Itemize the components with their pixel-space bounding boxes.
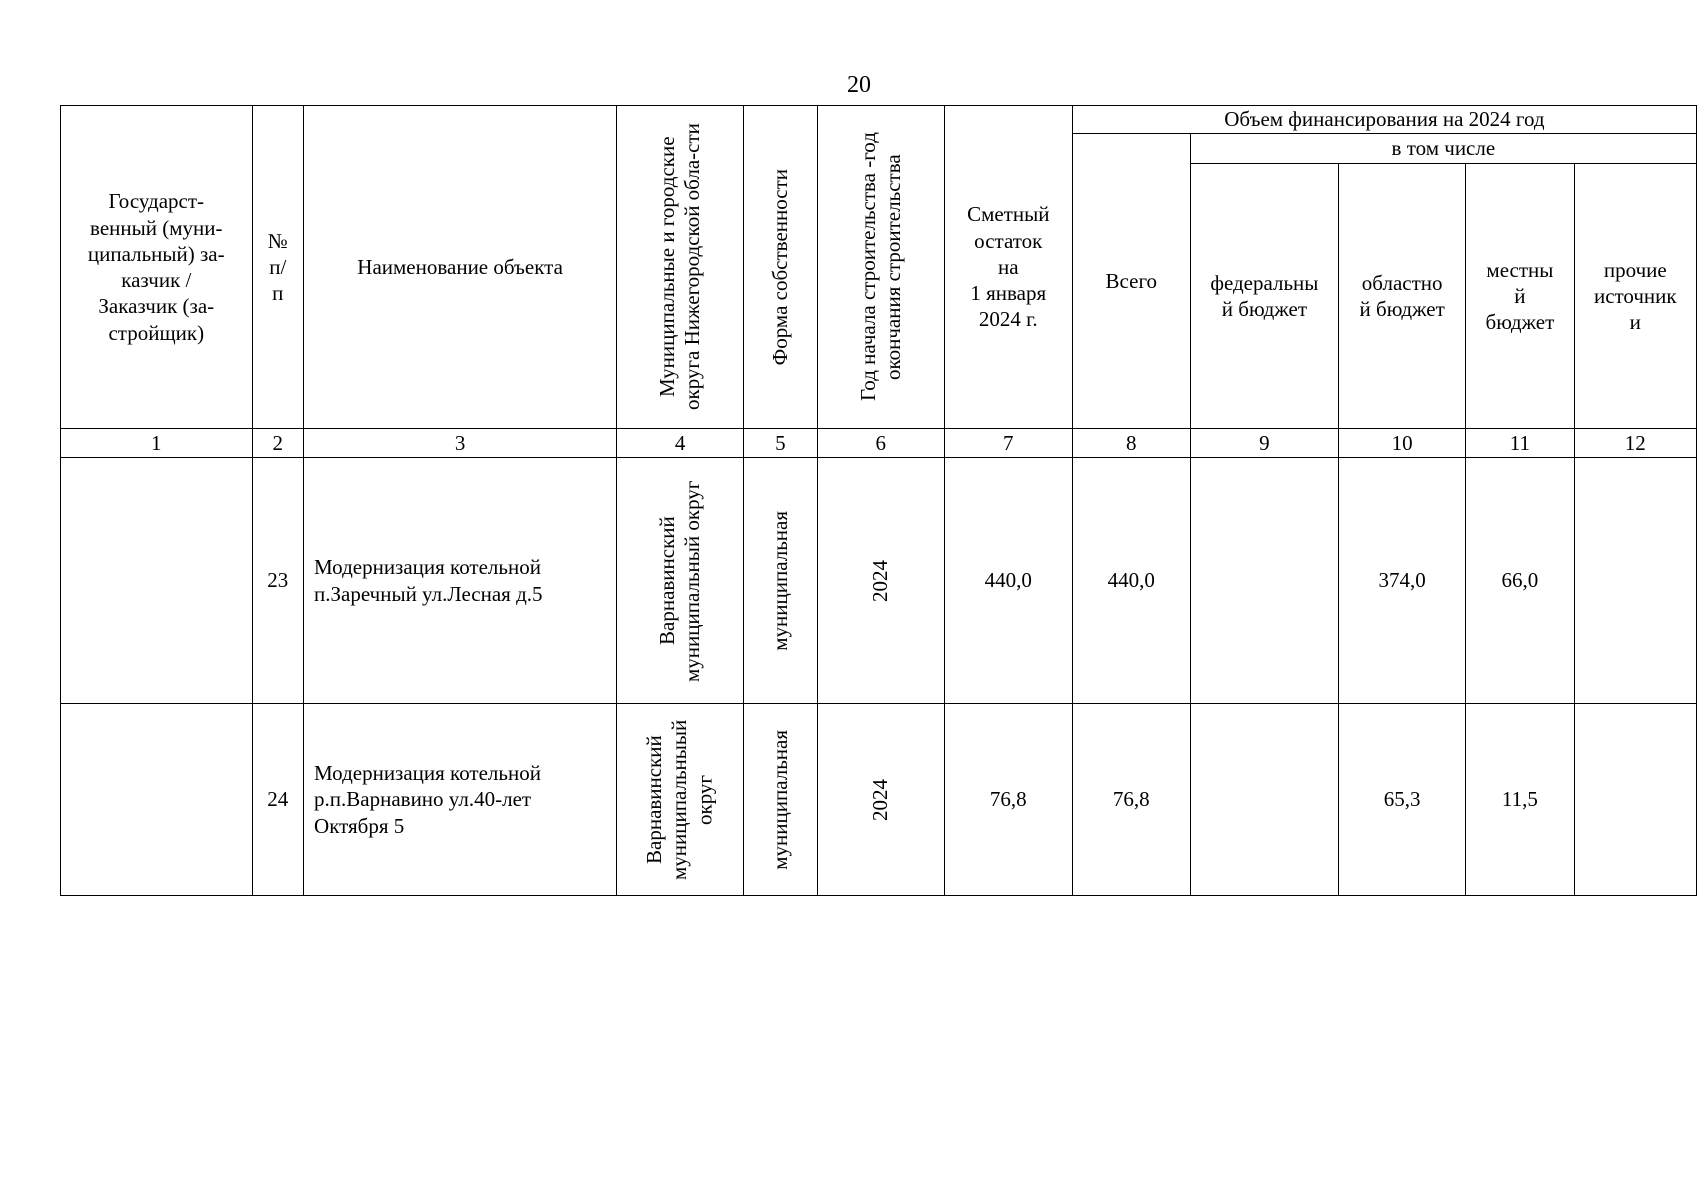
header-estimate: Сметный остаток на 1 января 2024 г. (944, 106, 1072, 429)
row-local: 11,5 (1466, 704, 1574, 896)
row-other (1574, 704, 1696, 896)
header-municipality: Муниципальные и городские округа Нижегородской обла-сти (617, 106, 744, 429)
column-number: 8 (1072, 429, 1190, 458)
column-number-row (61, 429, 1697, 458)
row-other (1574, 458, 1696, 704)
row-estimate: 440,0 (944, 458, 1072, 704)
header-num: № п/ п (252, 106, 303, 429)
column-number: 2 (252, 429, 303, 458)
row-municipality: Варнавинский муниципальный округ (617, 458, 744, 704)
column-number: 1 (61, 429, 253, 458)
row-num: 23 (252, 458, 303, 704)
header-including: в том числе (1190, 134, 1696, 164)
row-num: 24 (252, 704, 303, 896)
header-total: Всего (1072, 134, 1190, 429)
header-customer: Государст- венный (муни- ципальный) за- казчик / Заказчик (за- стройщик) (61, 106, 253, 429)
financing-table (60, 105, 1697, 896)
header-years: Год начала строительства -год окончания строительства (817, 106, 944, 429)
row-municipality: Варнавинский муниципальныый округ (617, 704, 744, 896)
header-regional: областно й бюджет (1339, 164, 1466, 429)
column-number: 9 (1190, 429, 1338, 458)
row-object-name: Модернизация котельной р.п.Варнавино ул.40-лет Октября 5 (304, 704, 617, 896)
row-years: 2024 (817, 458, 944, 704)
row-local: 66,0 (1466, 458, 1574, 704)
row-customer (61, 458, 253, 704)
column-number: 5 (744, 429, 818, 458)
header-funding-group: Объем финансирования на 2024 год (1072, 106, 1696, 134)
column-number: 10 (1339, 429, 1466, 458)
header-ownership: Форма собственности (744, 106, 818, 429)
header-federal: федеральны й бюджет (1190, 164, 1338, 429)
column-number: 7 (944, 429, 1072, 458)
row-estimate: 76,8 (944, 704, 1072, 896)
header-object-name: Наименование объекта (304, 106, 617, 429)
row-regional: 65,3 (1339, 704, 1466, 896)
row-total: 76,8 (1072, 704, 1190, 896)
column-number: 3 (304, 429, 617, 458)
row-customer (61, 704, 253, 896)
row-regional: 374,0 (1339, 458, 1466, 704)
page-number: 20 (847, 72, 871, 98)
row-ownership: муниципальная (744, 704, 818, 896)
row-years: 2024 (817, 704, 944, 896)
row-federal (1190, 704, 1338, 896)
table-row (61, 458, 1697, 704)
table-row (61, 704, 1697, 896)
row-federal (1190, 458, 1338, 704)
column-number: 11 (1466, 429, 1574, 458)
header-other: прочие источник и (1574, 164, 1696, 429)
row-ownership: муниципальная (744, 458, 818, 704)
column-number: 4 (617, 429, 744, 458)
row-object-name: Модернизация котельной п.Заречный ул.Лесная д.5 (304, 458, 617, 704)
column-number: 12 (1574, 429, 1696, 458)
header-local: местны й бюджет (1466, 164, 1574, 429)
row-total: 440,0 (1072, 458, 1190, 704)
column-number: 6 (817, 429, 944, 458)
